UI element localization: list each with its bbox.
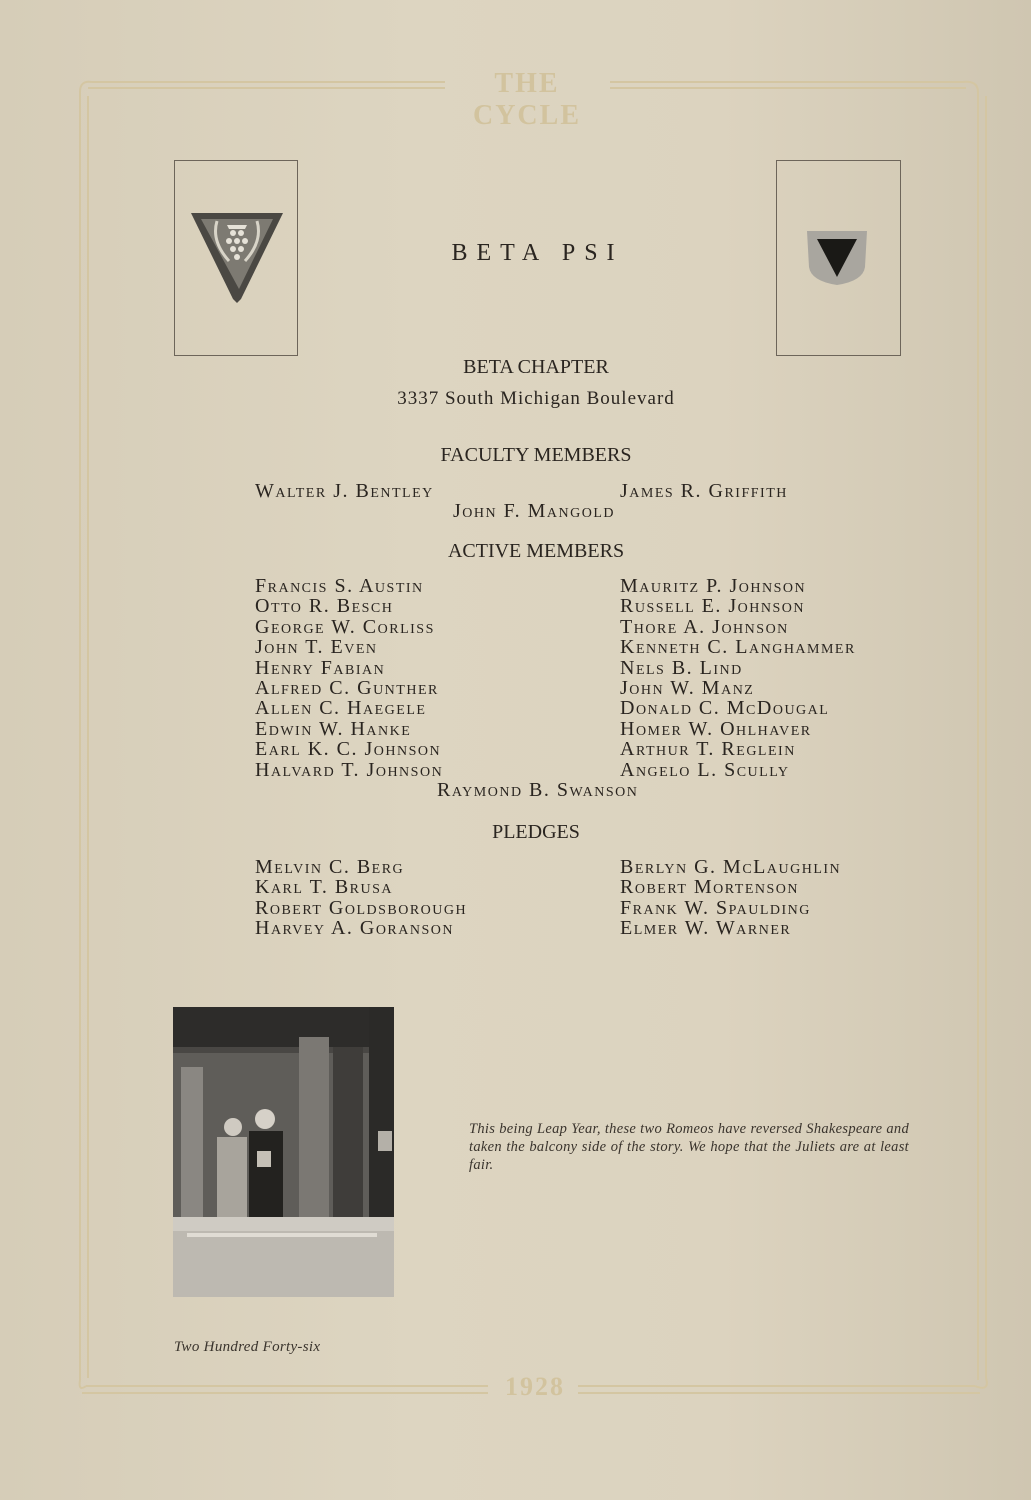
pledge-name: Elmer W. Warner xyxy=(620,917,792,940)
active-list-right xyxy=(620,576,856,780)
member-name: Homer W. Ohlhaver xyxy=(620,717,812,740)
balcony-photograph xyxy=(173,1007,394,1297)
member-name: Raymond B. Swanson xyxy=(437,779,639,801)
member-name: John T. Even xyxy=(255,636,378,659)
pledge-name: Frank W. Spaulding xyxy=(620,896,811,919)
page-number: Two Hundred Forty-six xyxy=(174,1339,321,1355)
pledge-name: Harvey A. Goranson xyxy=(255,917,455,940)
faculty-member: James R. Griffith xyxy=(620,480,788,502)
member-name: Kenneth C. Langhammer xyxy=(620,636,856,659)
pledge-name: Robert Goldsborough xyxy=(255,896,468,919)
member-name: Nels B. Lind xyxy=(620,656,743,679)
faculty-heading: FACULTY MEMBERS xyxy=(440,444,632,466)
crest-frame-right xyxy=(776,160,901,356)
pledge-list-right xyxy=(620,857,841,939)
fraternity-title: BETA PSI xyxy=(451,240,624,266)
photo-illustration xyxy=(173,1007,394,1297)
member-name: Alfred C. Gunther xyxy=(255,676,439,699)
pledge-name: Karl T. Brusa xyxy=(255,876,393,899)
pledge-list-left xyxy=(255,857,467,939)
member-name: Russell E. Johnson xyxy=(620,595,806,618)
running-header: THE CYCLE xyxy=(472,68,581,131)
member-name: Arthur T. Reglein xyxy=(620,738,796,761)
active-list-left xyxy=(255,576,443,780)
pledge-name: Robert Mortenson xyxy=(620,876,799,899)
chapter-address: 3337 South Michigan Boulevard xyxy=(397,388,675,409)
member-name: Thore A. Johnson xyxy=(620,615,789,638)
crest-frame-left xyxy=(174,160,298,356)
member-name: Earl K. C. Johnson xyxy=(255,738,442,761)
member-name: Francis S. Austin xyxy=(255,575,424,597)
member-name: Edwin W. Hanke xyxy=(255,717,412,740)
lyre-shield-crest-icon xyxy=(189,211,285,303)
member-name: George W. Corliss xyxy=(255,615,435,638)
member-name: Donald C. McDougal xyxy=(620,697,830,720)
member-name: Halvard T. Johnson xyxy=(255,758,444,781)
member-name: Mauritz P. Johnson xyxy=(620,575,807,597)
faculty-member: Walter J. Bentley xyxy=(255,480,434,502)
active-heading: ACTIVE MEMBERS xyxy=(447,540,625,562)
faculty-member: John F. Mangold xyxy=(453,500,616,522)
member-name: Allen C. Haegele xyxy=(255,697,427,720)
member-name: Angelo L. Scully xyxy=(620,758,790,781)
photo-caption: This being Leap Year, these two Romeos have reversed Shakespeare and taken the balcony side of the story. We hope that the Juliets are at least fair. xyxy=(469,1121,909,1173)
triangle-shield-crest-icon xyxy=(805,229,869,287)
member-name: Henry Fabian xyxy=(255,656,386,679)
pledge-name: Melvin C. Berg xyxy=(255,856,405,878)
member-name: Otto R. Besch xyxy=(255,595,394,618)
running-footer-year: 1928 xyxy=(505,1372,565,1401)
chapter-name: BETA CHAPTER xyxy=(463,356,609,378)
pledge-name: Berlyn G. McLaughlin xyxy=(620,856,842,878)
member-name: John W. Manz xyxy=(620,676,755,699)
pledges-heading: PLEDGES xyxy=(492,821,580,843)
